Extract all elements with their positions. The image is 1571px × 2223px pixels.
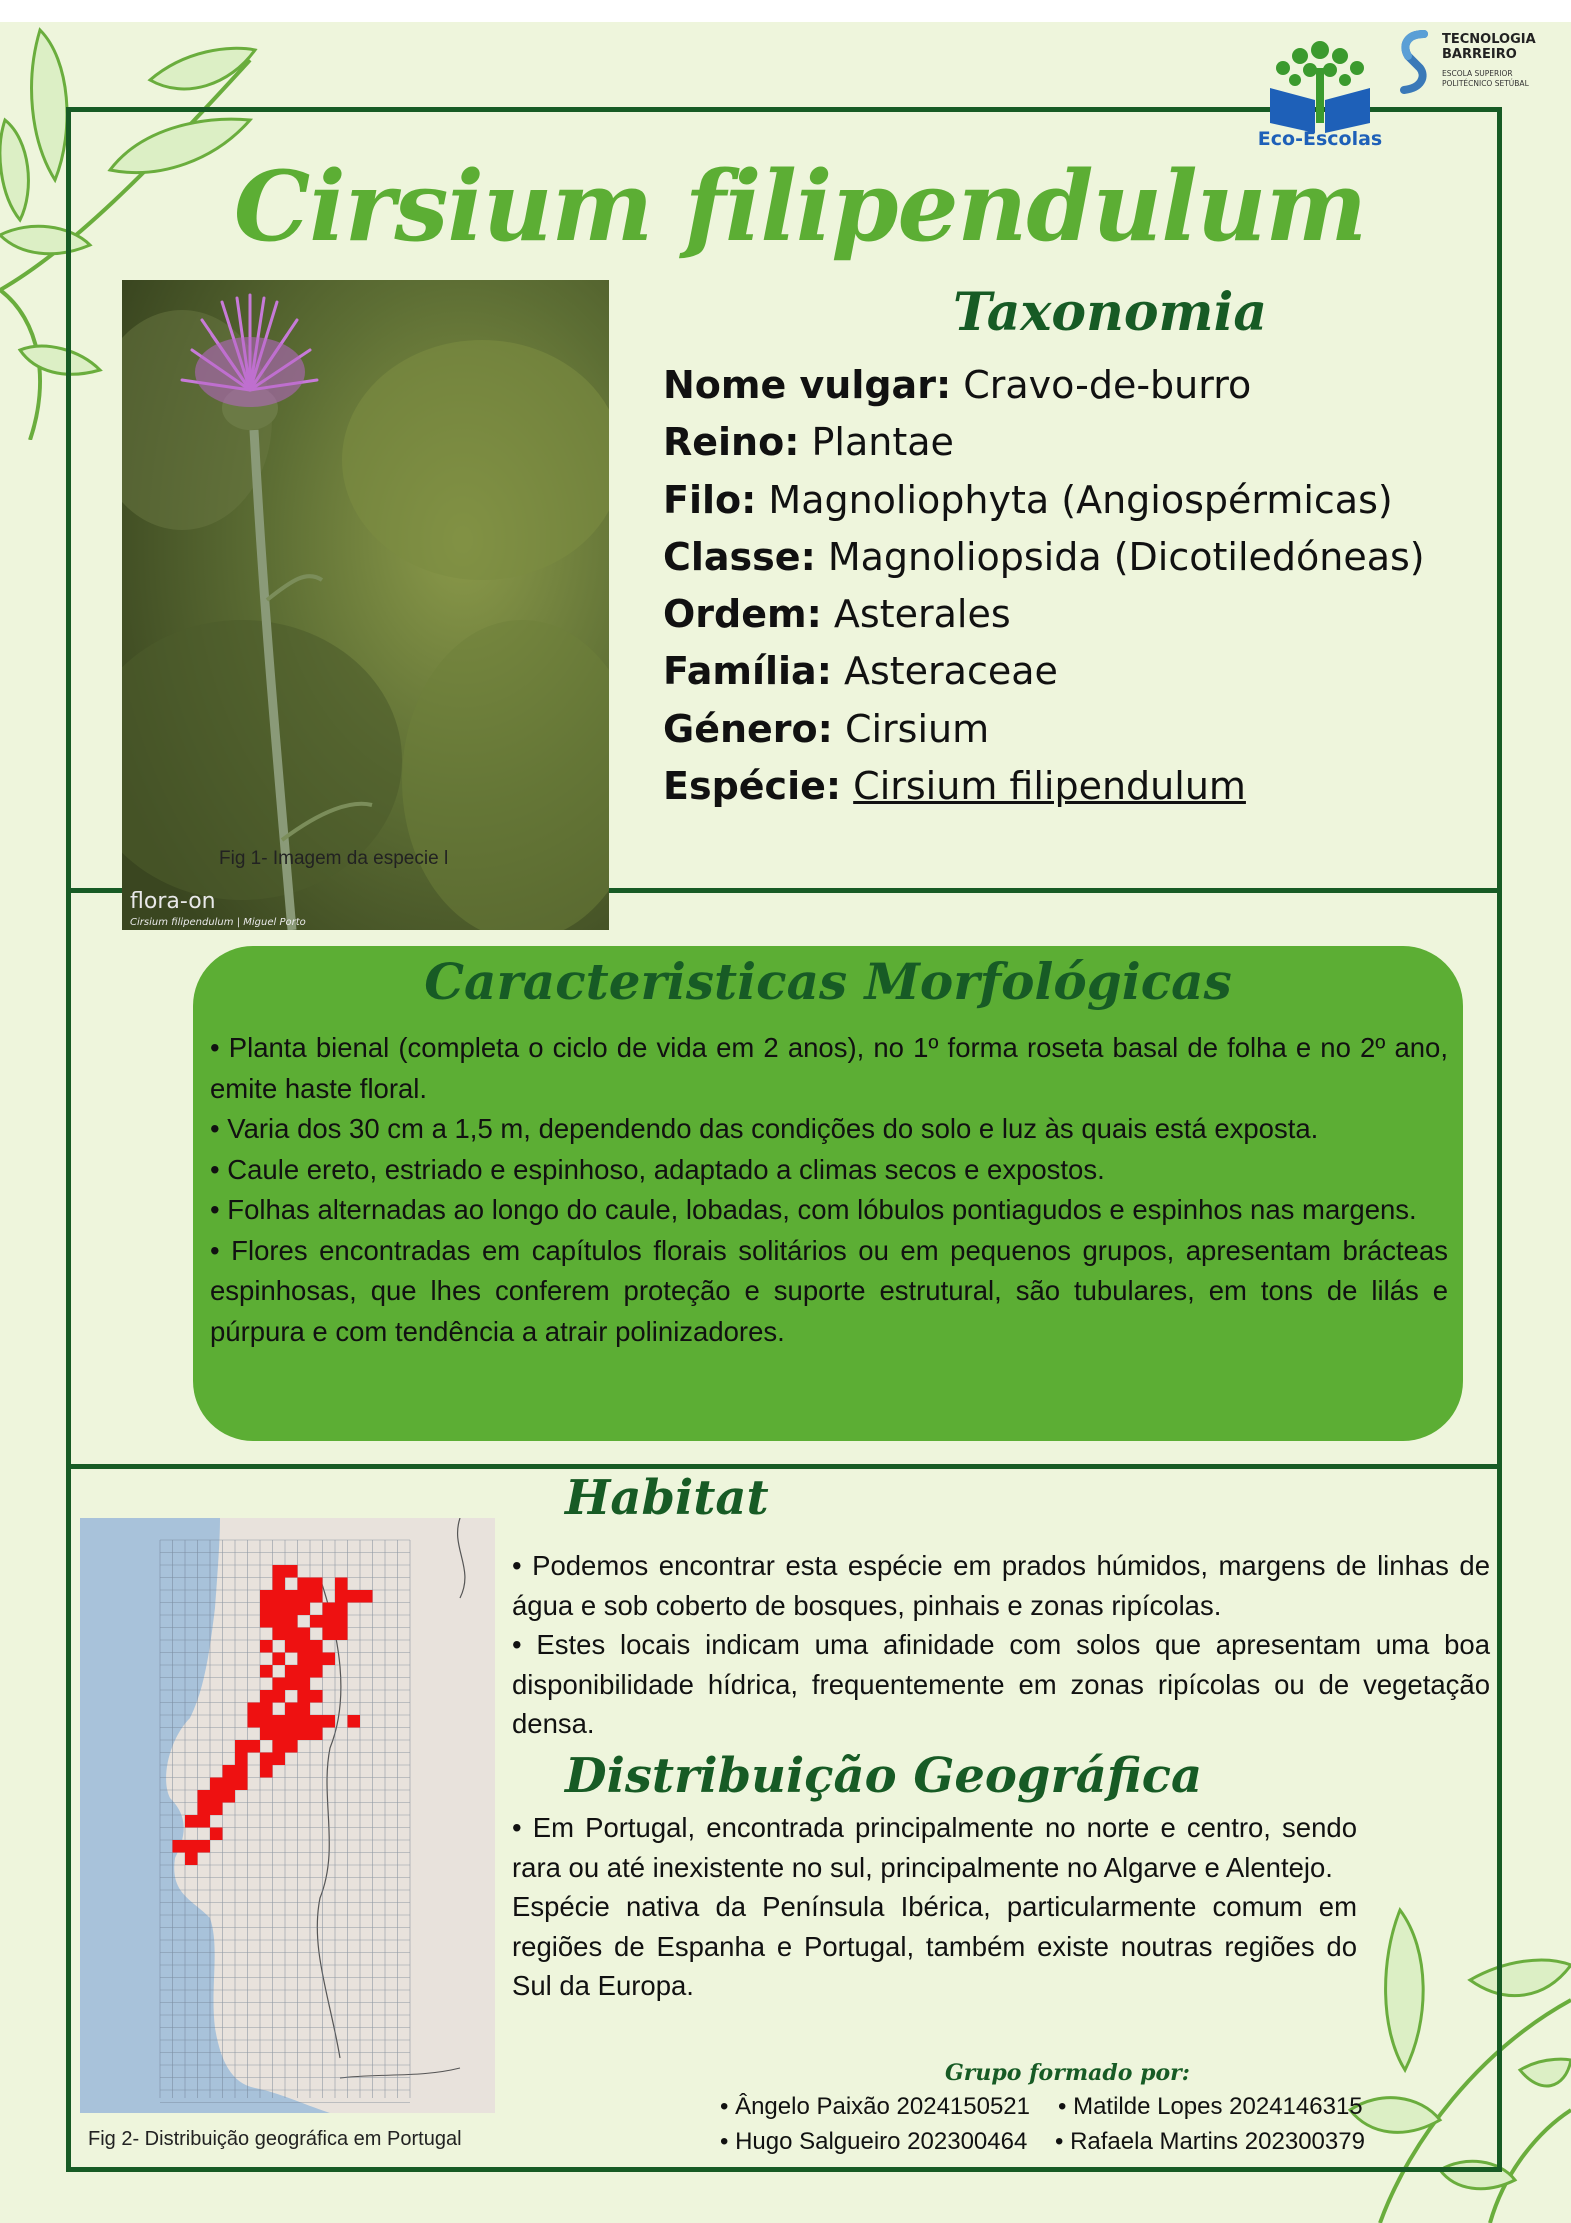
taxonomy-row: Espécie: Cirsium filipendulum	[663, 764, 1246, 809]
taxonomy-row: Género: Cirsium	[663, 706, 990, 751]
habitat-heading: Habitat	[565, 1470, 769, 1526]
habitat-bullet: • Estes locais indicam uma afinidade com solos que apresentam uma boa disponibilidade hídrica, frequentemente em zonas ripícolas ou de vegetação densa.	[512, 1629, 1490, 1739]
tecnologia-barreiro-subtitle: ESCOLA SUPERIOR POLITÉCNICO SETÚBAL	[1442, 69, 1529, 88]
photo-watermark-brand: flora-on	[130, 889, 216, 914]
taxonomy-row: Filo: Magnoliophyta (Angiospérmicas)	[663, 477, 1393, 522]
distribution-paragraph: Espécie nativa da Península Ibérica, particularmente comum em regiões de Espanha e Portugal, também existe noutras regiões do Sul da Europa.	[512, 1891, 1357, 2001]
taxonomy-row: Ordem: Asterales	[663, 592, 1011, 637]
distribution-paragraph: • Em Portugal, encontrada principalmente no norte e centro, sendo rara ou até inexistente no sul, principalmente no Algarve e Alentejo.	[512, 1812, 1357, 1883]
map-caption: Fig 2- Distribuição geográfica em Portugal	[88, 2128, 462, 2150]
page-title: Cirsium filipendulum	[233, 150, 1367, 263]
group-heading: Grupo formado por:	[945, 2060, 1190, 2086]
habitat-text	[512, 1546, 1490, 1744]
distribution-map	[80, 1518, 495, 2113]
group-member: • Hugo Salgueiro 202300464	[720, 2128, 1028, 2155]
taxonomy-row: Classe: Magnoliopsida (Dicotiledóneas)	[663, 534, 1425, 579]
taxonomy-row: Reino: Plantae	[663, 420, 954, 465]
morphology-bullet: • Planta bienal (completa o ciclo de vida em 2 anos), no 1º forma roseta basal de folha e no 2º ano, emite haste floral.	[210, 1032, 1448, 1104]
photo-caption: Fig 1- Imagem da especie l	[219, 848, 449, 869]
group-member: • Matilde Lopes 2024146315	[1058, 2093, 1363, 2120]
morphology-bullet: • Folhas alternadas ao longo do caule, lobadas, com lóbulos pontiagudos e espinhos nas margens.	[210, 1194, 1417, 1225]
taxonomy-row: Família: Asteraceae	[663, 649, 1058, 694]
species-link[interactable]: Cirsium filipendulum	[853, 764, 1246, 809]
morphology-heading: Caracteristicas Morfológicas	[424, 952, 1232, 1011]
taxonomy-row: Nome vulgar: Cravo-de-burro	[663, 363, 1252, 407]
divider-habitat	[66, 1464, 1502, 1469]
distribution-heading: Distribuição Geográfica	[565, 1748, 1203, 1804]
morphology-bullet: • Caule ereto, estriado e espinhoso, adaptado a climas secos e expostos.	[210, 1153, 1105, 1185]
morphology-bullet: • Varia dos 30 cm a 1,5 m, dependendo das condições do solo e luz às quais está exposta.	[210, 1113, 1319, 1144]
group-member: • Rafaela Martins 202300379	[1055, 2128, 1365, 2155]
taxonomy-heading: Taxonomia	[952, 282, 1268, 343]
photo-watermark-credit: Cirsium filipendulum | Miguel Porto	[130, 917, 306, 928]
eco-escolas-label: Eco-Escolas	[1257, 128, 1383, 150]
top-strip	[0, 0, 1571, 22]
group-member: • Ângelo Paixão 2024150521	[720, 2093, 1030, 2120]
morphology-bullet: • Flores encontradas em capítulos florais solitários ou em pequenos grupos, apresentam brácteas espinhosas, que lhes conferem proteção e suporte estrutural, são tubulares, em tons de lilás e púrpura e com tendência a atrair polinizadores.	[210, 1234, 1448, 1347]
taxonomy-list	[663, 357, 1503, 815]
morphology-text	[210, 1028, 1448, 1352]
tecnologia-barreiro-title: TECNOLOGIA BARREIRO	[1442, 32, 1536, 62]
habitat-bullet: • Podemos encontrar esta espécie em prados húmidos, margens de linhas de água e sob coberto de bosques, pinhais e zonas ripícolas.	[512, 1550, 1490, 1621]
tecnologia-barreiro-logo	[1394, 28, 1434, 98]
species-photo	[122, 280, 609, 930]
distribution-text	[512, 1808, 1357, 2006]
